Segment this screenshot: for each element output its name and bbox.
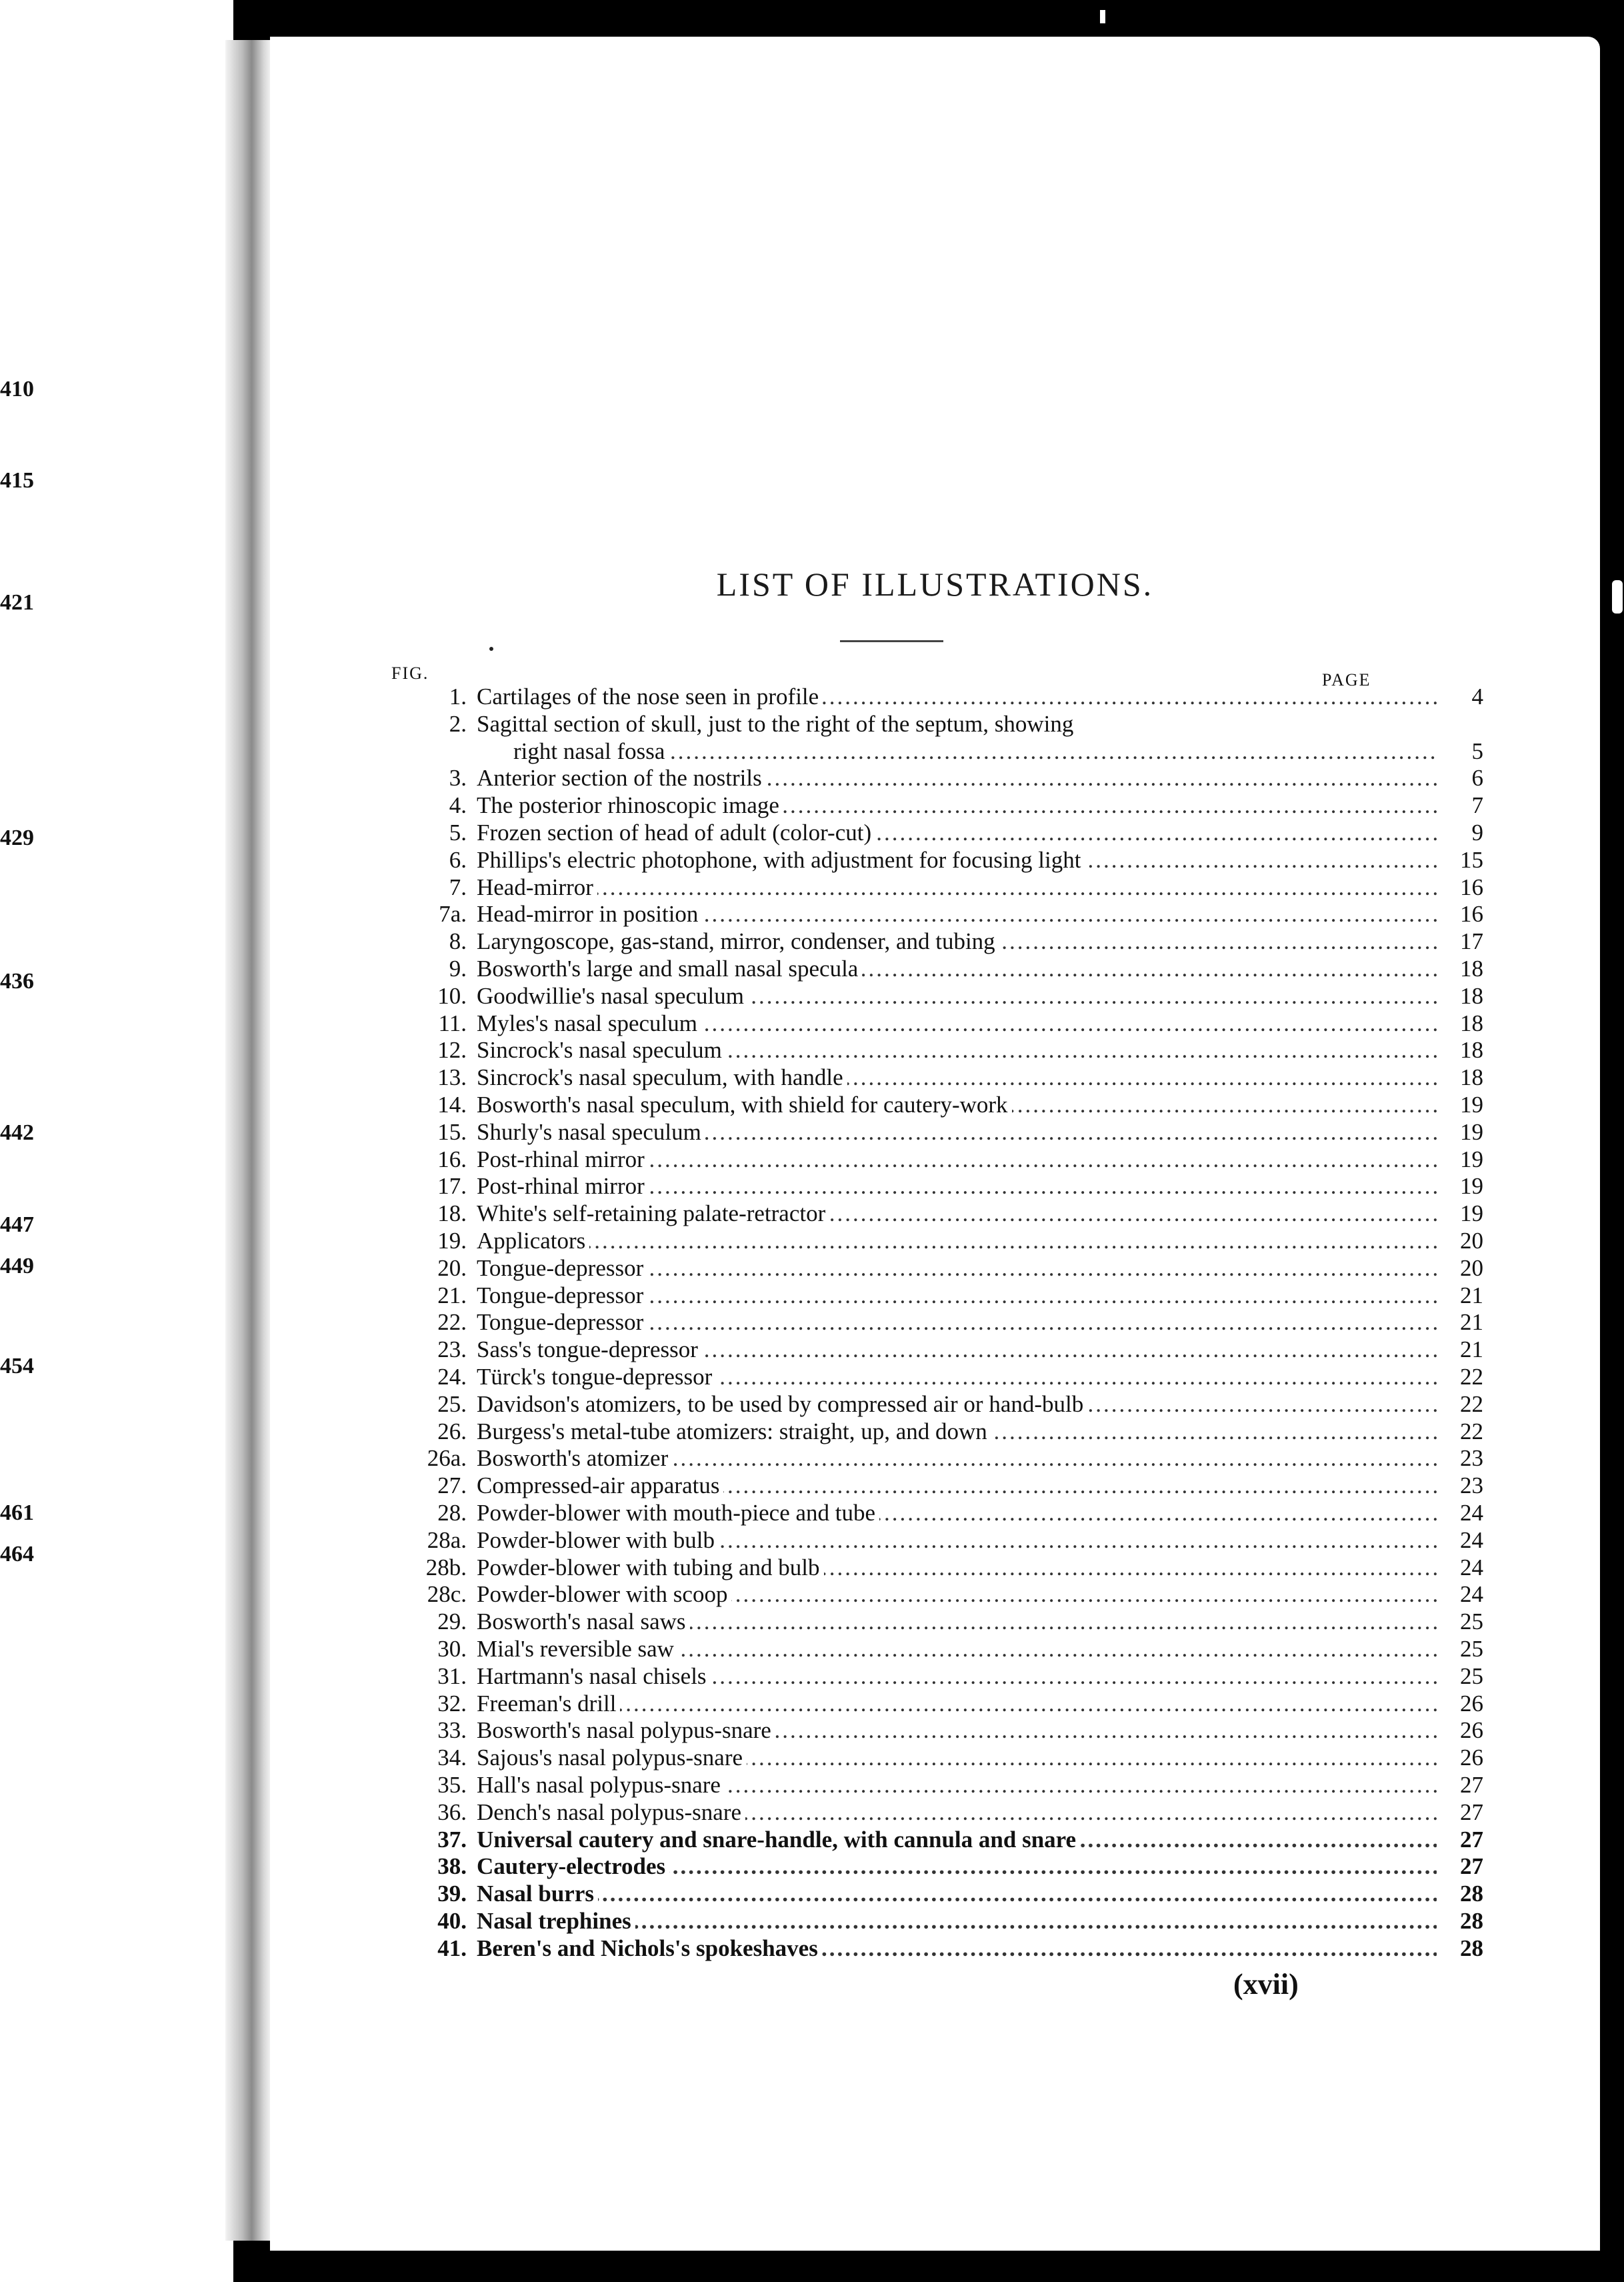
fig-number: 39.: [437, 1881, 467, 1907]
fig-number: 28a.: [427, 1526, 467, 1553]
left-page-number: 449: [0, 1254, 34, 1278]
list-item: [383, 983, 1624, 1010]
list-item: [383, 711, 1624, 738]
fig-number: 17.: [437, 1173, 467, 1200]
fig-number: 26.: [437, 1418, 467, 1444]
page-number: 22: [1460, 1390, 1483, 1417]
fig-title: [477, 1772, 1437, 1799]
fig-title-text: Bosworth's nasal speculum, with shield for cautery-work: [477, 1092, 1012, 1118]
list-item: [383, 1037, 1624, 1064]
fig-number: 24.: [437, 1364, 467, 1390]
page-number: 17: [1460, 928, 1483, 955]
fig-title-text: Applicators: [477, 1228, 589, 1254]
list-item: [383, 1092, 1624, 1118]
fig-title-text: Hall's nasal polypus-snare: [477, 1772, 725, 1798]
fig-title: [477, 1336, 1437, 1363]
list-item: [383, 1472, 1624, 1499]
fig-title: Sagittal section of skull, just to the right of the septum, showing: [477, 710, 1074, 737]
fig-number: 10.: [437, 982, 467, 1009]
fig-title: [477, 820, 1437, 846]
fig-title-text: Tongue-depressor: [477, 1309, 647, 1335]
fig-title-text: Post-rhinal mirror: [477, 1173, 649, 1199]
left-page-number: 410: [0, 377, 34, 401]
left-page-number: 447: [0, 1212, 34, 1237]
fig-title: [477, 1228, 1437, 1254]
fig-number: 8.: [449, 928, 467, 955]
title-rule: [840, 640, 943, 642]
page-number: 22: [1460, 1418, 1483, 1444]
fig-title-text: Anterior section of the nostrils: [477, 765, 766, 791]
page-number: 18: [1460, 1037, 1483, 1064]
list-item: [383, 1935, 1624, 1962]
page-number: 26: [1460, 1745, 1483, 1771]
fig-title: [477, 1255, 1437, 1282]
book-gutter: [225, 40, 273, 2241]
fig-title: [477, 1690, 1437, 1717]
fig-number: 2.: [449, 710, 467, 737]
page-number: 18: [1460, 1010, 1483, 1036]
list-item: [383, 1200, 1624, 1227]
list-item: [383, 1827, 1624, 1853]
page-number: 26: [1460, 1690, 1483, 1717]
fig-title: [477, 1200, 1437, 1227]
fig-title-text: The posterior rhinoscopic image: [477, 792, 783, 818]
fig-number: 25.: [437, 1390, 467, 1417]
fig-column-header: FIG.: [391, 664, 429, 683]
page-number: 24: [1460, 1526, 1483, 1553]
page-number: 26: [1460, 1717, 1483, 1744]
page-number: 28: [1460, 1935, 1483, 1961]
left-page-number: 436: [0, 969, 34, 994]
fig-number: 32.: [437, 1690, 467, 1717]
fig-title-text: Bosworth's nasal polypus-snare: [477, 1717, 775, 1743]
fig-title: [477, 1418, 1437, 1445]
fig-number: 21.: [437, 1282, 467, 1308]
fig-title: [477, 1500, 1437, 1526]
page-number: 5: [1471, 738, 1483, 764]
list-item: [383, 1690, 1624, 1717]
fig-title-text: Powder-blower with mouth-piece and tube: [477, 1500, 879, 1526]
fig-title: [477, 1282, 1437, 1309]
fig-number: 27.: [437, 1472, 467, 1499]
fig-number: 6.: [449, 846, 467, 873]
fig-title: [477, 1472, 1437, 1499]
left-page-number: 415: [0, 468, 34, 493]
fig-title-text: Bosworth's nasal saws: [477, 1608, 690, 1634]
fig-number: 1.: [449, 684, 467, 710]
list-item: [383, 1745, 1624, 1771]
list-item: [383, 928, 1624, 955]
left-page-edge: [0, 0, 233, 2282]
fig-number: 7.: [449, 874, 467, 900]
fig-title-text: Beren's and Nichols's spokeshaves: [477, 1935, 822, 1961]
page-number: 20: [1460, 1228, 1483, 1254]
page-number: 27: [1460, 1799, 1483, 1825]
fig-number: 9.: [449, 956, 467, 982]
fig-title-text: Sajous's nasal polypus-snare: [477, 1745, 747, 1771]
list-item: [383, 1663, 1624, 1690]
page-number: 21: [1460, 1336, 1483, 1363]
page-number: 22: [1460, 1364, 1483, 1390]
page-number: 18: [1460, 982, 1483, 1009]
fig-title: [477, 1581, 1437, 1608]
fig-number: 30.: [437, 1636, 467, 1662]
page-number: 24: [1460, 1500, 1483, 1526]
fig-title: [477, 1853, 1437, 1880]
fig-number: 19.: [437, 1228, 467, 1254]
fig-title-text: Nasal burrs: [477, 1881, 598, 1907]
page-number: 21: [1460, 1309, 1483, 1336]
left-page-number: 421: [0, 590, 34, 615]
list-item: [383, 1010, 1624, 1037]
fig-title: [477, 874, 1437, 901]
fig-number: 29.: [437, 1608, 467, 1635]
list-item: [383, 1554, 1624, 1581]
fig-title: [477, 1554, 1437, 1581]
page-number: 6: [1471, 765, 1483, 792]
fig-number: 28c.: [427, 1581, 467, 1608]
fig-title: [477, 1608, 1437, 1635]
fig-title-text: Sincrock's nasal speculum: [477, 1037, 726, 1063]
fig-title: [477, 1092, 1437, 1118]
fig-number: 40.: [437, 1908, 467, 1934]
list-item: [383, 1500, 1624, 1526]
page-edge-mark: [1612, 580, 1623, 614]
page-number: 23: [1460, 1472, 1483, 1499]
fig-number: 34.: [437, 1745, 467, 1771]
list-item: [383, 792, 1624, 819]
list-item: [383, 847, 1624, 874]
list-item: [383, 1527, 1624, 1554]
list-item: [383, 1282, 1624, 1309]
fig-title-text: Türck's tongue-depressor: [477, 1364, 716, 1390]
list-item: [383, 901, 1624, 928]
page-number: 19: [1460, 1173, 1483, 1200]
fig-title: [477, 684, 1437, 710]
fig-title-text: Myles's nasal speculum: [477, 1010, 701, 1036]
fig-title-text: right nasal fossa: [513, 738, 669, 764]
fig-title-text: Universal cautery and snare-handle, with cannula and snare: [477, 1827, 1080, 1853]
fig-title-continuation: [513, 738, 1437, 765]
fig-title: [477, 1037, 1437, 1064]
fig-number: 12.: [437, 1037, 467, 1064]
fig-title: [477, 1010, 1437, 1037]
fig-title: [477, 1935, 1437, 1962]
fig-title: [477, 1527, 1437, 1554]
fig-number: 14.: [437, 1092, 467, 1118]
fig-title: [477, 1636, 1437, 1662]
fig-number: 22.: [437, 1309, 467, 1336]
page-number: 27: [1460, 1853, 1483, 1880]
fig-number: 15.: [437, 1118, 467, 1145]
fig-number: 36.: [437, 1799, 467, 1825]
fig-title: [477, 1799, 1437, 1826]
list-item: [383, 1391, 1624, 1418]
fig-title: [477, 765, 1437, 792]
fig-title-text: Phillips's electric photophone, with adjustment for focusing light: [477, 847, 1085, 873]
fig-title-text: Compressed-air apparatus: [477, 1472, 723, 1498]
fig-title-text: Sass's tongue-depressor: [477, 1336, 702, 1362]
list-item: [383, 1445, 1624, 1472]
list-item: [383, 1799, 1624, 1826]
list-item: [383, 1228, 1624, 1254]
fig-number: 38.: [437, 1853, 467, 1880]
fig-title-text: Nasal trephines: [477, 1908, 635, 1934]
fig-title-text: Shurly's nasal speculum: [477, 1119, 705, 1145]
fig-title-text: Davidson's atomizers, to be used by compressed air or hand-bulb: [477, 1391, 1087, 1417]
page-number: 18: [1460, 1064, 1483, 1091]
list-item: [383, 1336, 1624, 1363]
page-number: 25: [1460, 1608, 1483, 1635]
page-number: 27: [1460, 1772, 1483, 1798]
page-number: 19: [1460, 1200, 1483, 1227]
page-title: LIST OF ILLUSTRATIONS.: [716, 565, 1154, 603]
list-item: [383, 956, 1624, 982]
page-number: 21: [1460, 1282, 1483, 1308]
left-page-number: 429: [0, 826, 34, 850]
fig-title-text: Head-mirror in position: [477, 901, 702, 927]
fig-number: 7a.: [439, 901, 467, 928]
fig-title: [477, 1827, 1437, 1853]
fig-title: [477, 1908, 1437, 1935]
page-number: 16: [1460, 901, 1483, 928]
fig-title: [477, 1391, 1437, 1418]
page-number: 28: [1460, 1881, 1483, 1907]
fig-number: 18.: [437, 1200, 467, 1227]
page-number: 23: [1460, 1445, 1483, 1472]
fig-title-text: Freeman's drill: [477, 1690, 620, 1717]
fig-number: 23.: [437, 1336, 467, 1363]
fig-number: 31.: [437, 1662, 467, 1689]
fig-title: [477, 1745, 1437, 1771]
fig-number: 20.: [437, 1254, 467, 1281]
left-page-number: 464: [0, 1542, 34, 1566]
fig-title-text: White's self-retaining palate-retractor: [477, 1200, 829, 1226]
list-item: [383, 1908, 1624, 1935]
page-number: 4: [1471, 684, 1483, 710]
page-number: 19: [1460, 1092, 1483, 1118]
fig-title: [477, 1717, 1437, 1744]
list-item: [383, 684, 1624, 710]
fig-title-text: Tongue-depressor: [477, 1282, 647, 1308]
list-item: [383, 1418, 1624, 1445]
page-number: 27: [1460, 1826, 1483, 1853]
list-item: [383, 1064, 1624, 1091]
list-item: [383, 1364, 1624, 1390]
page-number: 20: [1460, 1254, 1483, 1281]
fig-number: 41.: [437, 1935, 467, 1961]
fig-title-text: Post-rhinal mirror: [477, 1146, 649, 1172]
fig-title: [477, 847, 1437, 874]
left-page-number: 454: [0, 1354, 34, 1378]
fig-title: [477, 792, 1437, 819]
fig-number: 28b.: [425, 1554, 467, 1580]
fig-number: 16.: [437, 1146, 467, 1172]
page-number: 16: [1460, 874, 1483, 900]
fig-title-text: Laryngoscope, gas-stand, mirror, condenser, and tubing: [477, 928, 999, 954]
list-item: [383, 1119, 1624, 1146]
list-item: [383, 820, 1624, 846]
fig-number: 37.: [437, 1826, 467, 1853]
fig-title: [477, 1364, 1437, 1390]
fig-title-text: Burgess's metal-tube atomizers: straight, up, and down: [477, 1418, 991, 1444]
page-number: 7: [1471, 792, 1483, 819]
list-item: [383, 1717, 1624, 1744]
left-page-number: 442: [0, 1120, 34, 1145]
fig-title: [477, 928, 1437, 955]
fig-title-text: Cautery-electrodes: [477, 1853, 669, 1879]
fig-number: 5.: [449, 820, 467, 846]
page-number: 19: [1460, 1118, 1483, 1145]
list-item: [383, 1146, 1624, 1173]
fig-title-text: Bosworth's large and small nasal specula: [477, 956, 862, 982]
page-number: 28: [1460, 1908, 1483, 1934]
fig-number: 4.: [449, 792, 467, 819]
fig-title: [477, 1064, 1437, 1091]
right-page: [270, 37, 1600, 2251]
page-number: 25: [1460, 1662, 1483, 1689]
fig-title-text: Hartmann's nasal chisels: [477, 1663, 711, 1689]
page-folio: (xvii): [1233, 1968, 1299, 2001]
list-item-continuation: [383, 738, 1624, 765]
fig-title: [477, 1663, 1437, 1690]
stray-dot: [489, 647, 493, 651]
fig-number: 11.: [438, 1010, 467, 1036]
list-item: [383, 1255, 1624, 1282]
page-number: 15: [1460, 846, 1483, 873]
fig-title-text: Powder-blower with bulb: [477, 1527, 719, 1553]
list-item: [383, 1636, 1624, 1662]
left-page-number: 461: [0, 1500, 34, 1525]
fig-title: [477, 1173, 1437, 1200]
page-number: 25: [1460, 1636, 1483, 1662]
fig-title-text: Sincrock's nasal speculum, with handle: [477, 1064, 847, 1090]
fig-number: 35.: [437, 1772, 467, 1798]
page-number: 19: [1460, 1146, 1483, 1172]
list-item: [383, 1881, 1624, 1907]
fig-title-text: Cartilages of the nose seen in profile: [477, 684, 823, 710]
page-column-header: PAGE: [1322, 670, 1371, 690]
page-number: 24: [1460, 1554, 1483, 1580]
list-item: [383, 1772, 1624, 1799]
fig-title: [477, 901, 1437, 928]
list-item: [383, 874, 1624, 901]
fig-title: [477, 1146, 1437, 1173]
list-item: [383, 1853, 1624, 1880]
page-number: 24: [1460, 1581, 1483, 1608]
list-item: [383, 765, 1624, 792]
fig-title: [477, 1881, 1437, 1907]
fig-title-text: Dench's nasal polypus-snare: [477, 1799, 745, 1825]
fig-title: [477, 1309, 1437, 1336]
fig-title: [477, 983, 1437, 1010]
fig-number: 26a.: [427, 1445, 467, 1472]
fig-title-text: Powder-blower with scoop: [477, 1581, 731, 1607]
fig-number: 28.: [437, 1500, 467, 1526]
fig-title: [477, 956, 1437, 982]
fig-title-text: Head-mirror: [477, 874, 597, 900]
fig-title-text: Powder-blower with tubing and bulb: [477, 1554, 824, 1580]
fig-title: [477, 1119, 1437, 1146]
list-item: [383, 1581, 1624, 1608]
fig-number: 33.: [437, 1717, 467, 1744]
list-item: [383, 1173, 1624, 1200]
fig-title-text: Frozen section of head of adult (color-cut): [477, 820, 875, 846]
fig-title-text: Tongue-depressor: [477, 1255, 647, 1281]
scan-artifact: [1100, 10, 1105, 23]
page-number: 9: [1471, 820, 1483, 846]
list-item: [383, 1608, 1624, 1635]
fig-number: 3.: [449, 765, 467, 792]
fig-title-text: Mial's reversible saw: [477, 1636, 678, 1662]
page-number: 18: [1460, 956, 1483, 982]
fig-title-text: Goodwillie's nasal speculum: [477, 983, 748, 1009]
fig-title: [477, 1445, 1437, 1472]
fig-title-text: Bosworth's atomizer: [477, 1445, 672, 1471]
list-item: [383, 1309, 1624, 1336]
fig-number: 13.: [437, 1064, 467, 1091]
